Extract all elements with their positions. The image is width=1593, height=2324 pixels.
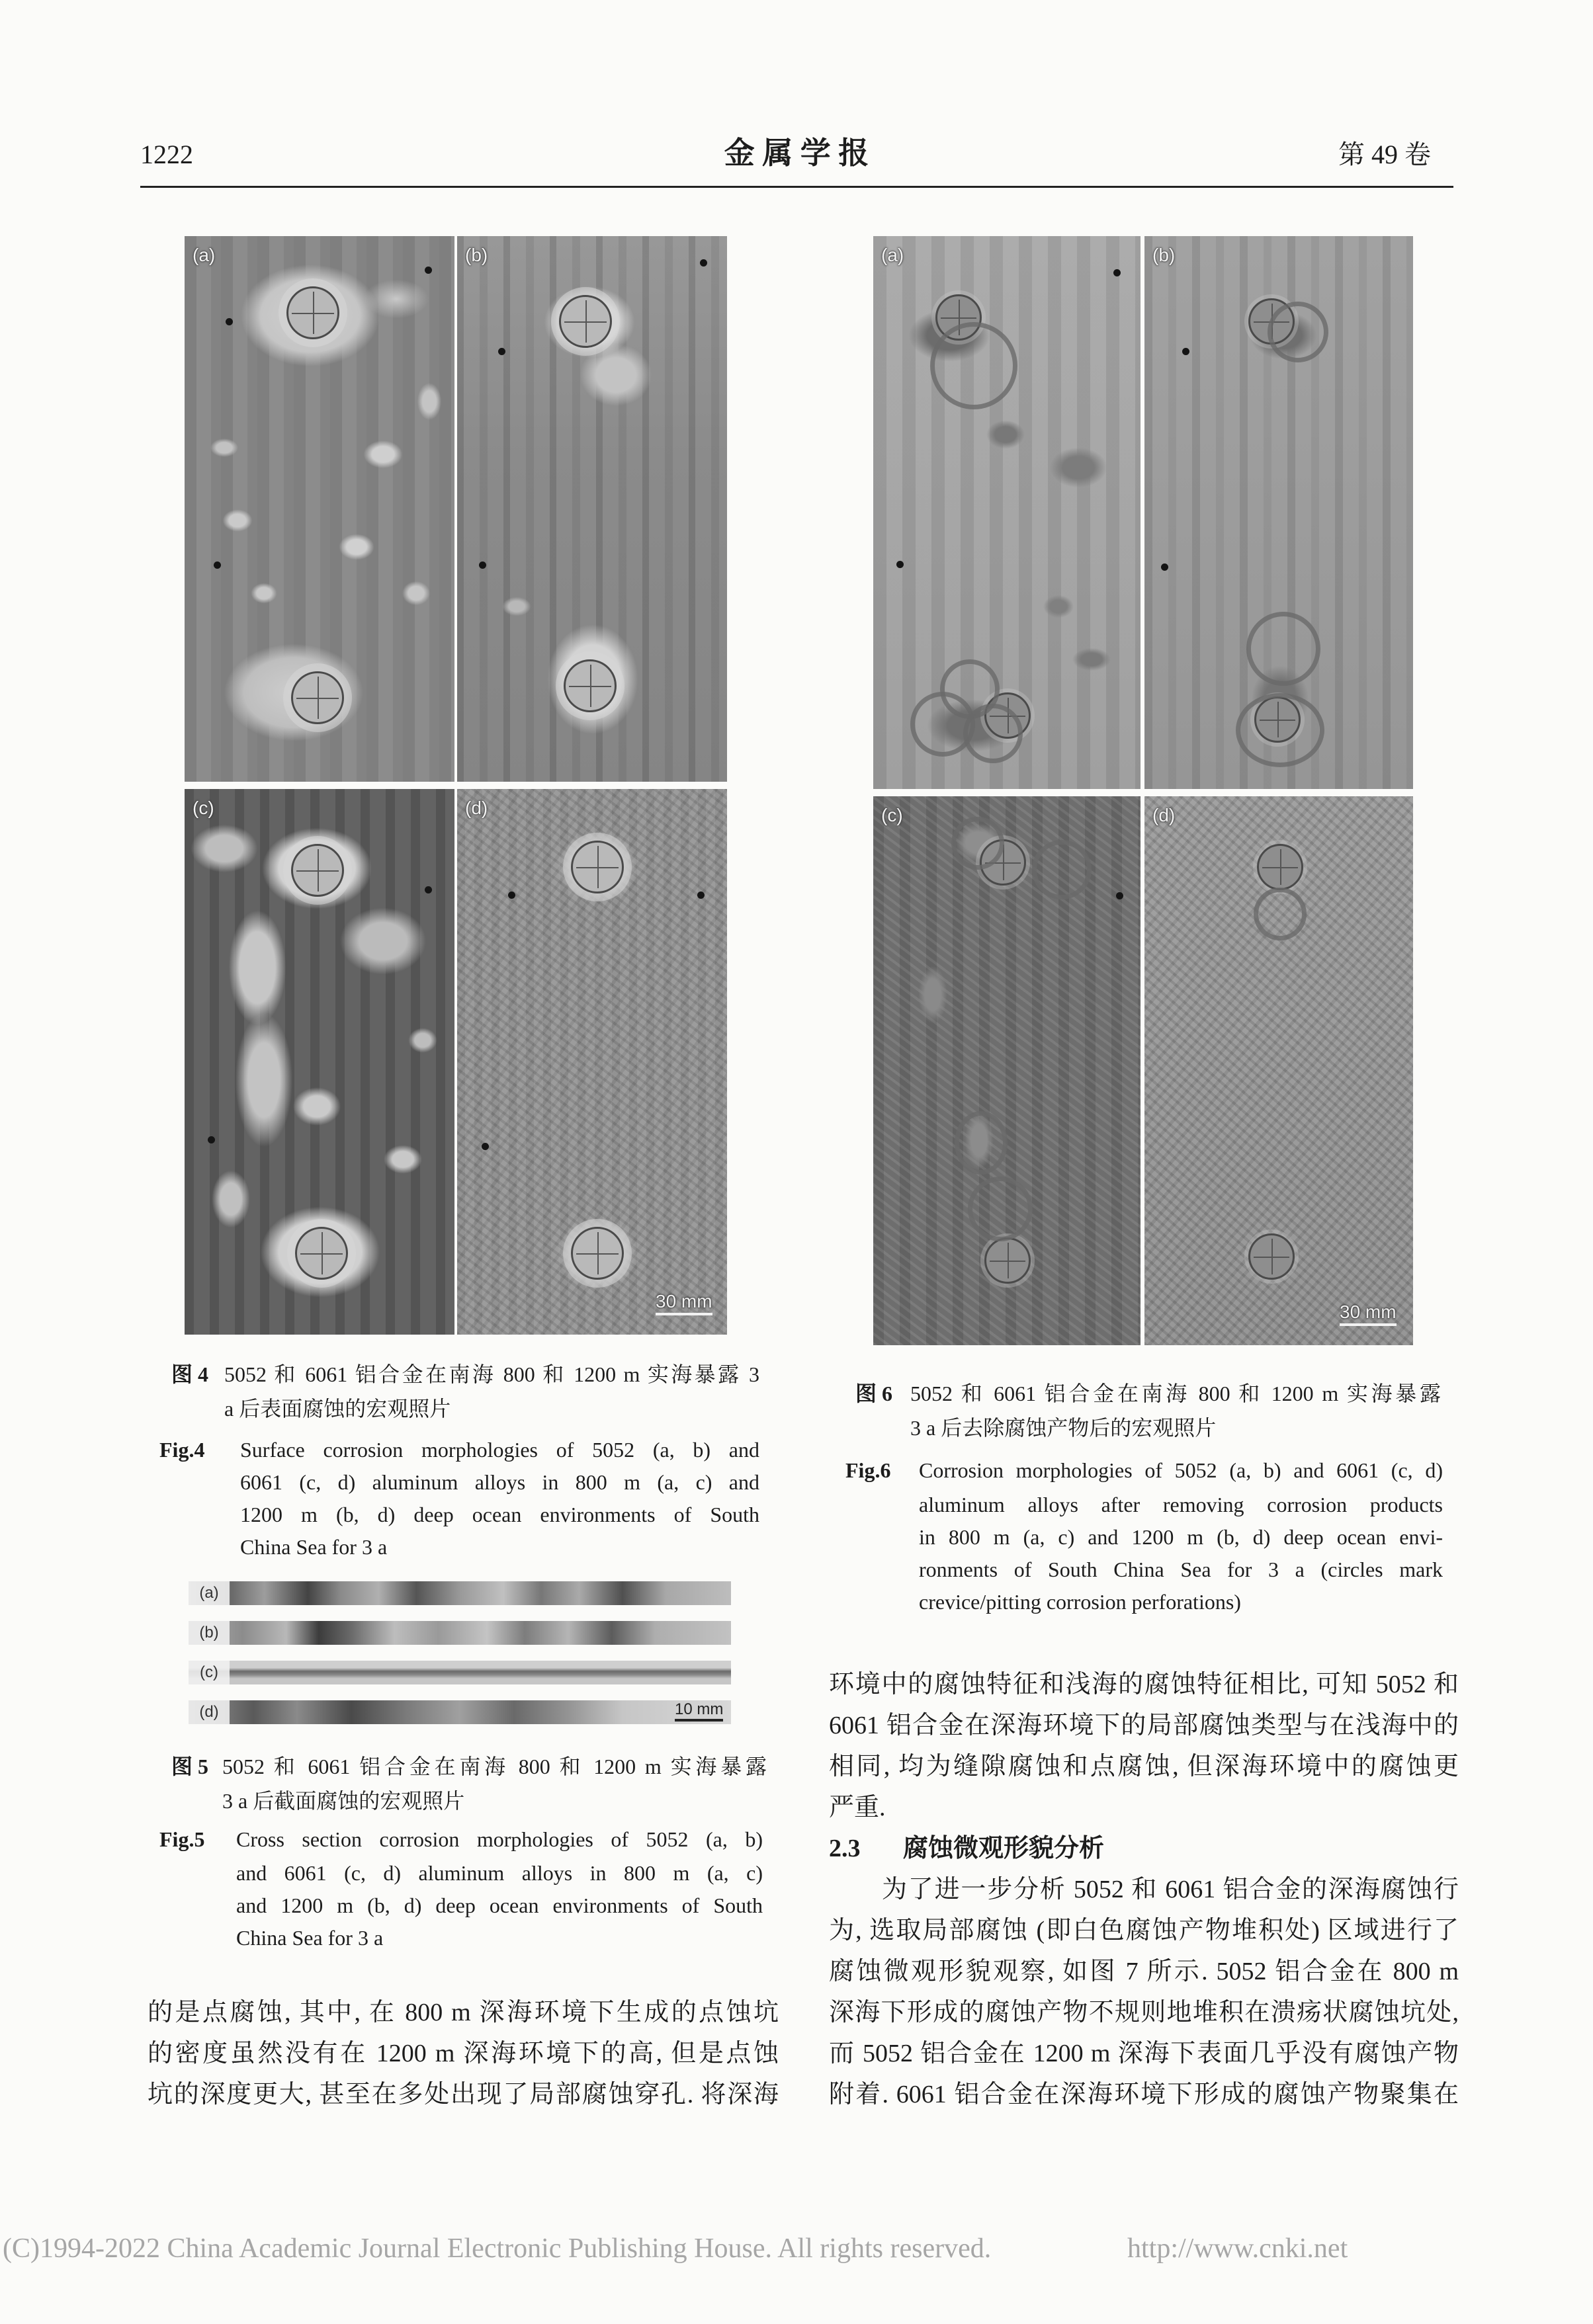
caption-line: in 800 m (a, c) and 1200 m (b, d) deep ocean envi- <box>919 1525 1443 1549</box>
caption-label: 图 4 <box>171 1362 209 1386</box>
corrosion-circle <box>1032 840 1092 899</box>
corrosion-circle <box>955 1111 1008 1175</box>
caption-line: Surface corrosion morphologies of 5052 (a, b) and <box>240 1438 759 1462</box>
bolt-hole <box>291 671 344 724</box>
mark-dot <box>482 1143 489 1150</box>
body-line: 附着. 6061 铝合金在深海环境下形成的腐蚀产物聚集在 <box>829 2081 1459 2108</box>
bolt-hole <box>295 1227 348 1280</box>
mark-dot <box>1113 269 1121 276</box>
caption-line: Corrosion morphologies of 5052 (a, b) and 6061 (c, d) <box>919 1458 1443 1482</box>
panel-label: (b) <box>465 245 488 265</box>
section-number: 2.3 <box>829 1835 861 1862</box>
caption-label: 图 5 <box>171 1755 209 1778</box>
figure-4 <box>185 236 727 1335</box>
panel-label: (c) <box>193 798 214 818</box>
fig5-strip-d <box>189 1700 731 1724</box>
body-line: 为了进一步分析 5052 和 6061 铝合金的深海腐蚀行 <box>882 1876 1459 1903</box>
bolt-hole <box>1248 1233 1295 1280</box>
fig5-strip-a <box>189 1581 731 1605</box>
body-line: 相同, 均为缝隙腐蚀和点腐蚀, 但深海环境中的腐蚀更 <box>829 1753 1459 1780</box>
bolt-hole <box>564 659 617 712</box>
mark-dot <box>697 892 705 899</box>
mark-dot <box>1182 348 1189 355</box>
body-line: 而 5052 铝合金在 1200 m 深海下表面几乎没有腐蚀产物 <box>829 2040 1459 2067</box>
bolt-hole <box>559 295 612 348</box>
caption-line: China Sea for 3 a <box>236 1926 384 1950</box>
caption-label: Fig.4 <box>159 1438 205 1462</box>
figure-5 <box>189 1579 731 1726</box>
header-rule <box>140 186 1453 188</box>
copyright-notice: (C)1994-2022 China Academic Journal Electronic Publishing House. All rights reserved. <box>3 2233 992 2264</box>
panel-label: (a) <box>881 245 904 265</box>
strip-label: (d) <box>189 1700 230 1724</box>
caption-line: 6061 (c, d) aluminum alloys in 800 m (a, c) and <box>240 1470 759 1494</box>
caption-line: China Sea for 3 a <box>240 1535 388 1559</box>
mark-dot <box>700 259 707 267</box>
corrosion-circle <box>1236 693 1324 767</box>
journal-title: 金 属 学 报 <box>724 136 869 170</box>
corrosion-circle <box>1268 302 1328 362</box>
body-line: 腐蚀微观形貌观察, 如图 7 所示. 5052 铝合金在 800 m <box>829 1958 1459 1985</box>
bolt-hole <box>1257 844 1303 890</box>
mark-dot <box>226 318 233 325</box>
panel-label: (b) <box>1152 245 1176 265</box>
page-number: 1222 <box>140 140 193 169</box>
mark-dot <box>896 561 904 568</box>
bolt-hole <box>291 844 344 897</box>
figure-6 <box>873 236 1413 1345</box>
caption-label: Fig.6 <box>845 1458 891 1482</box>
corrosion-circle <box>1246 612 1320 686</box>
caption-label: Fig.5 <box>159 1827 205 1851</box>
corrosion-circle <box>963 704 1023 763</box>
mark-dot <box>479 561 486 569</box>
caption-label: 图 6 <box>855 1382 893 1405</box>
bolt-hole <box>571 1227 624 1280</box>
caption-line: 5052 和 6061 铝合金在南海 800 和 1200 m 实海暴露 3 <box>224 1362 759 1386</box>
caption-line: 5052 和 6061 铝合金在南海 800 和 1200 m 实海暴露 <box>910 1382 1441 1405</box>
fig4-panel-a <box>185 236 454 782</box>
body-line: 严重. <box>829 1794 886 1821</box>
volume-label: 第 49 卷 <box>1338 140 1431 169</box>
corrosion-circle <box>968 1177 1033 1241</box>
fig6-panel-c <box>873 796 1141 1345</box>
fig6-panel-a <box>873 236 1141 789</box>
body-line: 6061 铝合金在深海环境下的局部腐蚀类型与在浅海中的 <box>829 1712 1459 1739</box>
mark-dot <box>498 348 505 355</box>
mark-dot <box>425 267 432 274</box>
caption-line: 3 a 后截面腐蚀的宏观照片 <box>222 1789 465 1813</box>
body-line: 环境中的腐蚀特征和浅海的腐蚀特征相比, 可知 5052 和 <box>829 1671 1459 1698</box>
panel-label: (d) <box>465 798 488 818</box>
caption-line: and 1200 m (b, d) deep ocean environments of South <box>236 1893 763 1917</box>
panel-label: (a) <box>193 245 216 265</box>
fig5-strip-b <box>189 1621 731 1645</box>
corrosion-circle <box>951 817 1004 870</box>
corrosion-circle <box>930 322 1017 409</box>
fig6-panel-b <box>1144 236 1413 789</box>
caption-line: a 后表面腐蚀的宏观照片 <box>224 1397 451 1421</box>
mark-dot <box>425 886 432 893</box>
body-line: 的是点腐蚀, 其中, 在 800 m 深海环境下生成的点蚀坑 <box>148 1999 779 2026</box>
mark-dot <box>1161 563 1168 571</box>
panel-label: (d) <box>1152 805 1176 825</box>
fig6-panel-d <box>1144 796 1413 1345</box>
strip-label: (b) <box>189 1621 230 1645</box>
caption-line: ronments of South China Sea for 3 a (circles mark <box>919 1557 1443 1581</box>
bolt-hole <box>571 841 624 893</box>
caption-line: Cross section corrosion morphologies of 5052 (a, b) <box>236 1827 763 1851</box>
body-line: 的密度虽然没有在 1200 m 深海环境下的高, 但是点蚀 <box>148 2040 779 2067</box>
strip-label: (a) <box>189 1581 230 1605</box>
panel-label: (c) <box>881 805 903 825</box>
scale-bar: 30 mm <box>656 1292 712 1315</box>
corrosion-circle <box>1254 888 1307 940</box>
mark-dot <box>508 892 515 899</box>
body-line: 深海下形成的腐蚀产物不规则地堆积在溃疡状腐蚀坑处, <box>829 1999 1459 2026</box>
mark-dot <box>1116 892 1123 899</box>
fig5-strip-c <box>189 1661 731 1684</box>
body-line: 为, 选取局部腐蚀 (即白色腐蚀产物堆积处) 区域进行了 <box>829 1917 1459 1944</box>
section-title: 腐蚀微观形貌分析 <box>903 1835 1105 1862</box>
caption-line: 3 a 后去除腐蚀产物后的宏观照片 <box>910 1416 1217 1440</box>
caption-line: 5052 和 6061 铝合金在南海 800 和 1200 m 实海暴露 <box>222 1755 767 1778</box>
fig4-panel-d <box>457 789 727 1335</box>
caption-line: 1200 m (b, d) deep ocean environments of South <box>240 1503 759 1526</box>
bolt-hole <box>984 1237 1031 1284</box>
fig4-panel-c <box>185 789 454 1335</box>
caption-line: and 6061 (c, d) aluminum alloys in 800 m (a, c) <box>236 1861 763 1885</box>
mark-dot <box>214 561 221 569</box>
body-line: 坑的深度更大, 甚至在多处出现了局部腐蚀穿孔. 将深海 <box>148 2081 779 2108</box>
strip-label: (c) <box>189 1661 230 1684</box>
cnki-url: http://www.cnki.net <box>1127 2233 1348 2264</box>
mark-dot <box>208 1136 215 1143</box>
caption-line: crevice/pitting corrosion perforations) <box>919 1590 1241 1614</box>
scale-bar: 30 mm <box>1340 1302 1397 1326</box>
bolt-hole <box>286 286 339 339</box>
fig4-panel-b <box>457 236 727 782</box>
caption-line: aluminum alloys after removing corrosion products <box>919 1493 1443 1516</box>
scale-bar: 10 mm <box>675 1702 723 1722</box>
